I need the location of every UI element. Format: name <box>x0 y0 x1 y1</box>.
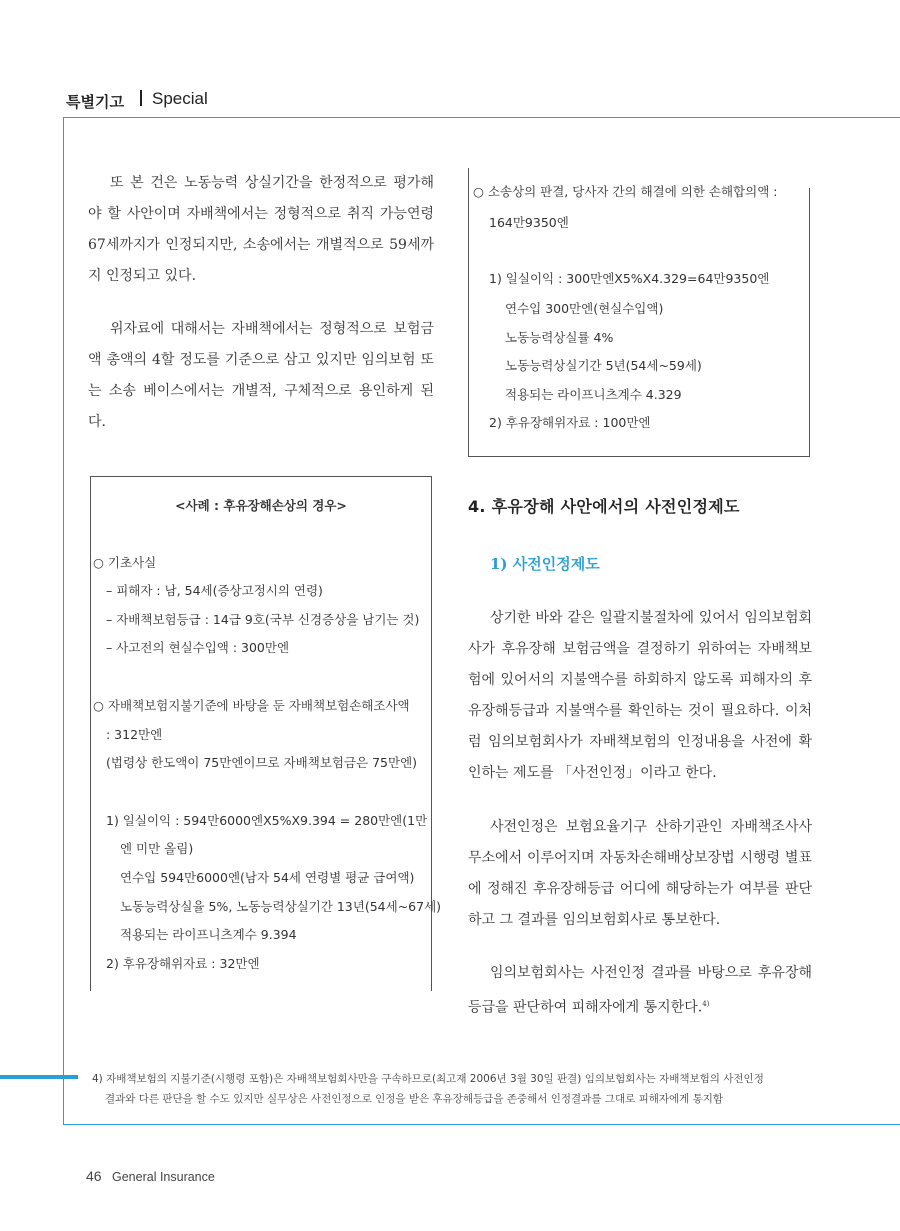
settlement-line: 연수입 300만엔(현실수입액) <box>505 301 664 316</box>
right-paragraph-3-text: 임의보험회사는 사전인정 결과를 바탕으로 후유장해등급을 판단하여 피해자에게 통지한다. <box>468 965 812 1016</box>
case-box-title: <사례 : 후유장해손상의 경우> <box>175 498 347 513</box>
frame-left-rule <box>63 117 64 1124</box>
frame-bottom-rule <box>63 1124 900 1125</box>
section-label-english: Special <box>152 89 208 108</box>
case-line: 연수입 594만6000엔(남자 54세 연령별 평균 급여액) <box>120 870 415 885</box>
page-number: 46 <box>86 1168 102 1184</box>
subsection-heading: 1) 사전인정제도 <box>490 555 600 573</box>
case-line: (법령상 한도액이 75만엔이므로 자배책보험금은 75만엔) <box>106 755 418 770</box>
case-line: 적용되는 라이프니츠계수 9.394 <box>120 927 297 942</box>
settlement-line: ○ 소송상의 판결, 당사자 간의 해결에 의한 손해합의액 : <box>473 184 778 199</box>
publication-name: General Insurance <box>112 1170 215 1184</box>
header-divider <box>140 90 142 106</box>
case-line: 2) 후유장해위자료 : 32만엔 <box>106 956 260 971</box>
settlement-line: 2) 후유장해위자료 : 100만엔 <box>489 415 651 430</box>
frame-top-rule <box>63 117 900 118</box>
case-line: 1) 일실이익 : 594만6000엔X5%X9.394 = 280만엔(1만 <box>106 813 428 828</box>
footnote-reference: 4) <box>702 1000 710 1008</box>
case-line: 노동능력상실율 5%, 노동능력상실기간 13년(54세~67세) <box>120 899 442 914</box>
case-box <box>90 476 442 991</box>
footnote-line: 4) 자배책보험의 지불기준(시행령 포함)은 자배책보험회사만을 구속하므로(최고재 2006년 3월 30일 판결) 임의보험회사는 자배책보험의 사전인정 <box>92 1073 764 1085</box>
case-line: – 피해자 : 남, 54세(증상고정시의 연령) <box>106 583 323 598</box>
right-paragraph-1: 상기한 바와 같은 일괄지불절차에 있어서 임의보험회사가 후유장해 보험금액을 결정하기 위하여는 자배책보험에 있어서의 지불액수를 하회하지 않도록 피해자의 후유장해등급과 지불액수를 확인하는 것이 필요하다. 이처럼 임의보험회사가 자배책보험의 인정내용을 사전에 확인하는 제도를 「사전인정」이라고 한다. <box>468 610 812 781</box>
left-paragraph-1: 또 본 건은 노동능력 상실기간을 한정적으로 평가해야 할 사안이며 자배책에서는 정형적으로 취직 가능연령 67세까지가 인정되지만, 소송에서는 개별적으로 59세까지 인정되고 있다. <box>88 175 434 284</box>
footnote <box>92 1069 832 1109</box>
case-line: – 자배책보험등급 : 14급 9호(국부 신경증상을 남기는 것) <box>106 612 420 627</box>
settlement-box <box>468 168 810 457</box>
section-heading: 4. 후유장해 사안에서의 사전인정제도 <box>468 497 740 516</box>
footnote-accent-bar <box>0 1075 78 1079</box>
case-line: ○ 기초사실 <box>93 555 157 570</box>
section-label: 특별기고 <box>66 93 124 111</box>
case-line: : 312만엔 <box>106 727 163 742</box>
footnote-line: 결과와 다른 판단을 할 수도 있지만 실무상은 사전인정으로 인정을 받은 후유장해등급을 존중해서 인정결과를 그대로 피해자에게 통지함 <box>105 1093 724 1105</box>
settlement-line: 적용되는 라이프니츠계수 4.329 <box>505 387 682 402</box>
settlement-line: 164만9350엔 <box>489 215 569 230</box>
settlement-line: 1) 일실이익 : 300만엔X5%X4.329=64만9350엔 <box>489 271 770 286</box>
left-paragraph-2: 위자료에 대해서는 자배책에서는 정형적으로 보험금액 총액의 4할 정도를 기준으로 삼고 있지만 임의보험 또는 소송 베이스에서는 개별적, 구체적으로 용인하게 된다. <box>88 321 434 430</box>
settlement-line: 노동능력상실률 4% <box>505 330 614 345</box>
right-paragraph-3 <box>468 958 812 1024</box>
case-line: – 사고전의 현실수입액 : 300만엔 <box>106 640 290 655</box>
case-line: 엔 미만 올림) <box>120 841 194 856</box>
right-paragraph-2: 사전인정은 보험요율기구 산하기관인 자배책조사사무소에서 이루어지며 자동차손해배상보장법 시행령 별표에 정해진 후유장해등급 어디에 해당하는가 여부를 판단하고 그 결과를 임의보험회사로 통보한다. <box>468 819 812 928</box>
settlement-line: 노동능력상실기간 5년(54세~59세) <box>505 358 702 373</box>
case-line: ○ 자배책보험지불기준에 바탕을 둔 자배책보험손해조사액 <box>93 698 410 713</box>
